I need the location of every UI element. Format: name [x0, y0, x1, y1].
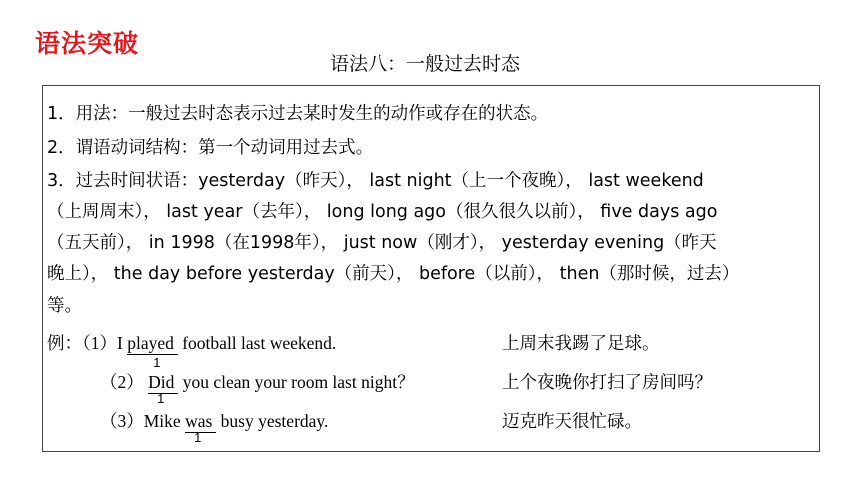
section-tag: 语法突破	[35, 29, 140, 58]
example-2-translation: 上个夜晚你打扫了房间吗？	[502, 373, 712, 393]
blank-number: 1	[194, 430, 202, 445]
examples-label: 例：	[47, 334, 82, 354]
answer-text: played	[127, 333, 174, 353]
answer-text: was	[185, 411, 213, 431]
example-prefix: （1）I	[82, 333, 128, 353]
answer-blank	[127, 333, 178, 370]
example-1	[47, 330, 337, 370]
example-suffix: football last weekend.	[177, 333, 337, 353]
answer-blank	[185, 411, 216, 445]
example-3-translation: 迈克昨天很忙碌。	[502, 412, 642, 432]
page-title: 语法八：一般过去时态	[330, 53, 521, 75]
example-1-translation: 上周末我踢了足球。	[502, 334, 660, 354]
example-3	[100, 408, 329, 445]
adverbials-line-2: （上周周末）， last year（去年）， long long ago（很久很久以前）， five days ago	[47, 202, 718, 222]
example-suffix: you clean your room last night？	[178, 372, 415, 392]
usage-rule: 1．用法：一般过去时态表示过去某时发生的动作或存在的状态。	[47, 104, 549, 124]
blank-number: 1	[153, 355, 161, 370]
adverbials-line-3: （五天前）， in 1998（在1998年）， just now（刚才）， yesterday evening（昨天	[47, 233, 717, 253]
example-2	[100, 369, 415, 406]
answer-blank	[148, 372, 178, 406]
answer-text: Did	[148, 372, 175, 392]
adverbials-line-5: 等。	[47, 296, 82, 316]
adverbials-line-1: 3．过去时间状语：yesterday（昨天）， last night（上一个夜晚）， last weekend	[47, 171, 704, 191]
example-prefix: （2）	[100, 372, 149, 392]
structure-rule: 2．谓语动词结构：第一个动词用过去式。	[47, 138, 374, 158]
adverbials-line-4: 晚上）， the day before yesterday（前天）， before（以前）， then（那时候，过去）	[47, 264, 740, 284]
example-suffix: busy yesterday.	[216, 411, 329, 431]
blank-number: 1	[157, 391, 165, 406]
example-prefix: （3）Mike	[100, 411, 186, 431]
